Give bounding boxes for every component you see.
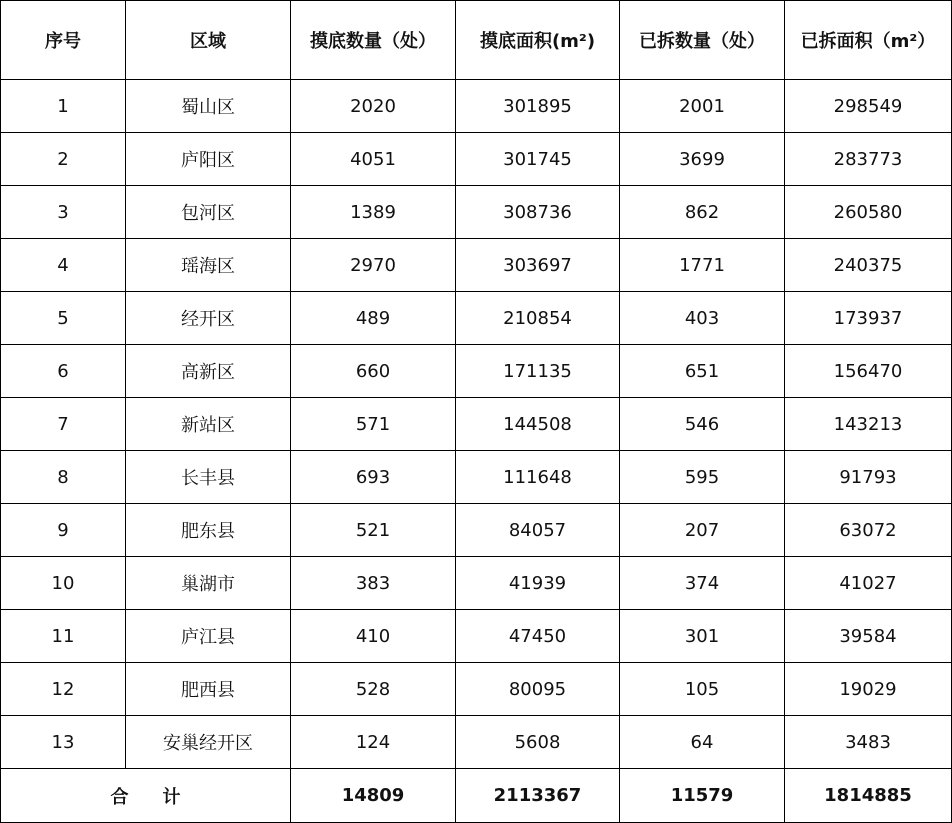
cell-surveyed-area: 301895 [456,80,620,133]
cell-surveyed-count: 521 [291,504,456,557]
cell-demolished-area: 63072 [785,504,952,557]
cell-index: 7 [1,398,126,451]
cell-demolished-count: 301 [620,610,785,663]
cell-region: 经开区 [126,292,291,345]
total-demolished-area: 1814885 [785,769,952,823]
table-row [1,345,952,398]
cell-demolished-count: 546 [620,398,785,451]
cell-region: 新站区 [126,398,291,451]
table-row [1,292,952,345]
cell-index: 1 [1,80,126,133]
cell-surveyed-area: 111648 [456,451,620,504]
total-surveyed-count: 14809 [291,769,456,823]
table-row [1,239,952,292]
cell-index: 4 [1,239,126,292]
cell-demolished-count: 403 [620,292,785,345]
cell-surveyed-count: 1389 [291,186,456,239]
cell-surveyed-count: 489 [291,292,456,345]
table-row [1,663,952,716]
header-region: 区域 [126,1,291,80]
cell-surveyed-area: 171135 [456,345,620,398]
table-row [1,504,952,557]
header-surveyed-count: 摸底数量（处） [291,1,456,80]
cell-surveyed-area: 308736 [456,186,620,239]
cell-surveyed-count: 2020 [291,80,456,133]
total-demolished-count: 11579 [620,769,785,823]
cell-index: 11 [1,610,126,663]
cell-demolished-area: 298549 [785,80,952,133]
cell-surveyed-count: 2970 [291,239,456,292]
cell-index: 12 [1,663,126,716]
cell-surveyed-count: 571 [291,398,456,451]
cell-index: 8 [1,451,126,504]
table-row [1,716,952,769]
cell-surveyed-area: 80095 [456,663,620,716]
table-row [1,186,952,239]
cell-surveyed-area: 301745 [456,133,620,186]
cell-surveyed-area: 84057 [456,504,620,557]
cell-surveyed-count: 124 [291,716,456,769]
cell-region: 肥西县 [126,663,291,716]
cell-demolished-area: 91793 [785,451,952,504]
cell-surveyed-count: 660 [291,345,456,398]
cell-demolished-count: 651 [620,345,785,398]
cell-index: 6 [1,345,126,398]
cell-surveyed-count: 693 [291,451,456,504]
cell-region: 瑶海区 [126,239,291,292]
cell-index: 3 [1,186,126,239]
cell-demolished-area: 260580 [785,186,952,239]
table-header-row [1,1,952,80]
cell-demolished-count: 3699 [620,133,785,186]
cell-demolished-area: 41027 [785,557,952,610]
cell-surveyed-area: 303697 [456,239,620,292]
cell-region: 肥东县 [126,504,291,557]
header-index: 序号 [1,1,126,80]
cell-region: 巢湖市 [126,557,291,610]
total-label [1,769,291,823]
cell-surveyed-area: 210854 [456,292,620,345]
table-row [1,557,952,610]
cell-region: 蜀山区 [126,80,291,133]
cell-surveyed-area: 47450 [456,610,620,663]
cell-surveyed-count: 528 [291,663,456,716]
cell-surveyed-count: 383 [291,557,456,610]
cell-demolished-count: 595 [620,451,785,504]
cell-surveyed-count: 4051 [291,133,456,186]
cell-surveyed-area: 5608 [456,716,620,769]
cell-surveyed-area: 41939 [456,557,620,610]
table-body [1,80,952,769]
table-row [1,80,952,133]
cell-demolished-area: 173937 [785,292,952,345]
table-row [1,451,952,504]
cell-demolished-count: 105 [620,663,785,716]
table-row [1,610,952,663]
total-surveyed-area: 2113367 [456,769,620,823]
cell-region: 包河区 [126,186,291,239]
cell-region: 庐阳区 [126,133,291,186]
cell-demolished-area: 39584 [785,610,952,663]
cell-index: 9 [1,504,126,557]
cell-region: 高新区 [126,345,291,398]
cell-demolished-area: 283773 [785,133,952,186]
cell-demolished-count: 64 [620,716,785,769]
table-row [1,398,952,451]
cell-demolished-count: 1771 [620,239,785,292]
header-demolished-area: 已拆面积（m²） [785,1,952,80]
cell-surveyed-count: 410 [291,610,456,663]
cell-demolished-count: 374 [620,557,785,610]
total-label-text: 合计 [110,786,215,808]
cell-index: 10 [1,557,126,610]
cell-index: 13 [1,716,126,769]
table-row [1,133,952,186]
cell-index: 2 [1,133,126,186]
table-total-row [1,769,952,823]
cell-surveyed-area: 144508 [456,398,620,451]
cell-index: 5 [1,292,126,345]
cell-region: 庐江县 [126,610,291,663]
cell-region: 安巢经开区 [126,716,291,769]
cell-demolished-count: 862 [620,186,785,239]
cell-demolished-area: 3483 [785,716,952,769]
cell-region: 长丰县 [126,451,291,504]
header-surveyed-area: 摸底面积(m²) [456,1,620,80]
cell-demolished-count: 207 [620,504,785,557]
cell-demolished-area: 156470 [785,345,952,398]
cell-demolished-count: 2001 [620,80,785,133]
cell-demolished-area: 240375 [785,239,952,292]
header-demolished-count: 已拆数量（处） [620,1,785,80]
cell-demolished-area: 143213 [785,398,952,451]
cell-demolished-area: 19029 [785,663,952,716]
